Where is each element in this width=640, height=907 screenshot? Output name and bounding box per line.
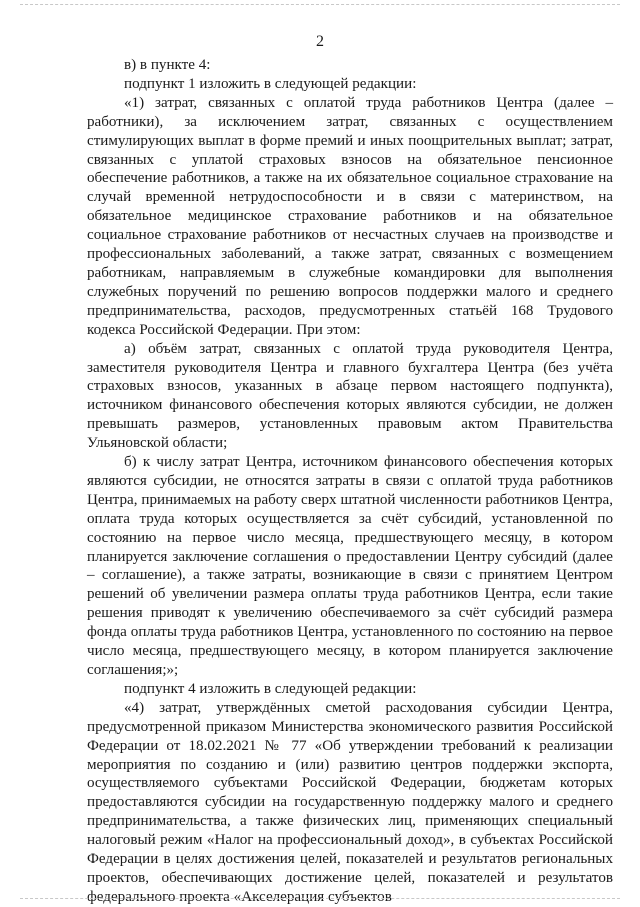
paragraph-item-v: в) в пункте 4:: [124, 57, 211, 73]
paragraph-subpoint-1-text: «1) затрат, связанных с оплатой труда работников Центра (далее – работники), за исключением затрат, связанных с осуществлением стимулирующих выплат в форме премий и иных поощрительных выплат; затрат, связанных с уплатой страховых взносов на обязательное пенсионное обеспечение работников, а также на их обязательное социальное страхование на случай временной нетрудоспособности и в связи с материнством, на обязательное медицинское страхование работников и на обязательное социальное страхование работников от несчастных случаев на производстве и профессиональных заболеваний, а также затрат, связанных с возмещением работникам, направляемым в служебные командировки для выполнения служебных поручений по решению вопросов поддержки малого и среднего предпринимательства, расходов, предусмотренных статьёй 168 Трудового кодекса Российской Федерации. При этом:: [87, 94, 613, 338]
paragraph-subpoint-4-text: «4) затрат, утверждённых сметой расходования субсидии Центра, предусмотренной приказом Министерства экономического развития Российской Федерации от 18.02.2021 № 77 «Об утверждении требований к реализации мероприятия по созданию и (или) развитию центров поддержки экспорта, осуществляемого субъектами Российской Федерации, бюджетам которых предоставляются субсидии на государственную поддержку малого и среднего предпринимательства, а также физических лиц, применяющих специальный налоговый режим «Налог на профессиональный доход», в субъектах Российской Федерации в целях достижения целей, показателей и результатов региональных проектов, обеспечивающих достижение целей, показателей и результатов федерального проекта «Акселерация субъектов: [87, 699, 613, 905]
paragraph-subpoint-1-intro: подпункт 1 изложить в следующей редакции:: [124, 75, 417, 92]
paragraph-subpoint-4-intro: подпункт 4 изложить в следующей редакции:: [124, 680, 417, 697]
paragraph-clause-a: а) объём затрат, связанных с оплатой труда руководителя Центра, заместителя руководителя Центра и главного бухгалтера Центра (без учёта страховых взносов, указанных в абзаце первом настоящего подпункта), источником финансового обеспечения которых являются субсидии, не должен превышать размеров, установленных правовым актом Правительства Ульяновской области;: [87, 340, 613, 452]
scan-edge-bottom: [20, 898, 620, 899]
document-body: [87, 56, 613, 907]
scan-edge-top: [20, 4, 620, 5]
paragraph-clause-b: б) к числу затрат Центра, источником финансового обеспечения которых являются субсидии, не относятся затраты в связи с оплатой труда работников Центра, принимаемых на работу сверх штатной численности работников Центра, оплата труда которых осуществляется за счёт субсидий, установленной по состоянию на первое число месяца, предшествующего месяцу, в котором планируется заключение соглашения о предоставлении Центру субсидий (далее – соглашение), а также затраты, возникающие в связи с принятием Центром решений об увеличении размера оплаты труда работников Центра, если такие решения приводят к увеличению обеспечиваемого за счёт субсидий размера фонда оплаты труда работников Центра, установленного по состоянию на первое число месяца, предшествующего месяцу, в котором планируется заключение соглашения;»;: [87, 454, 613, 678]
page-number: 2: [316, 33, 324, 50]
